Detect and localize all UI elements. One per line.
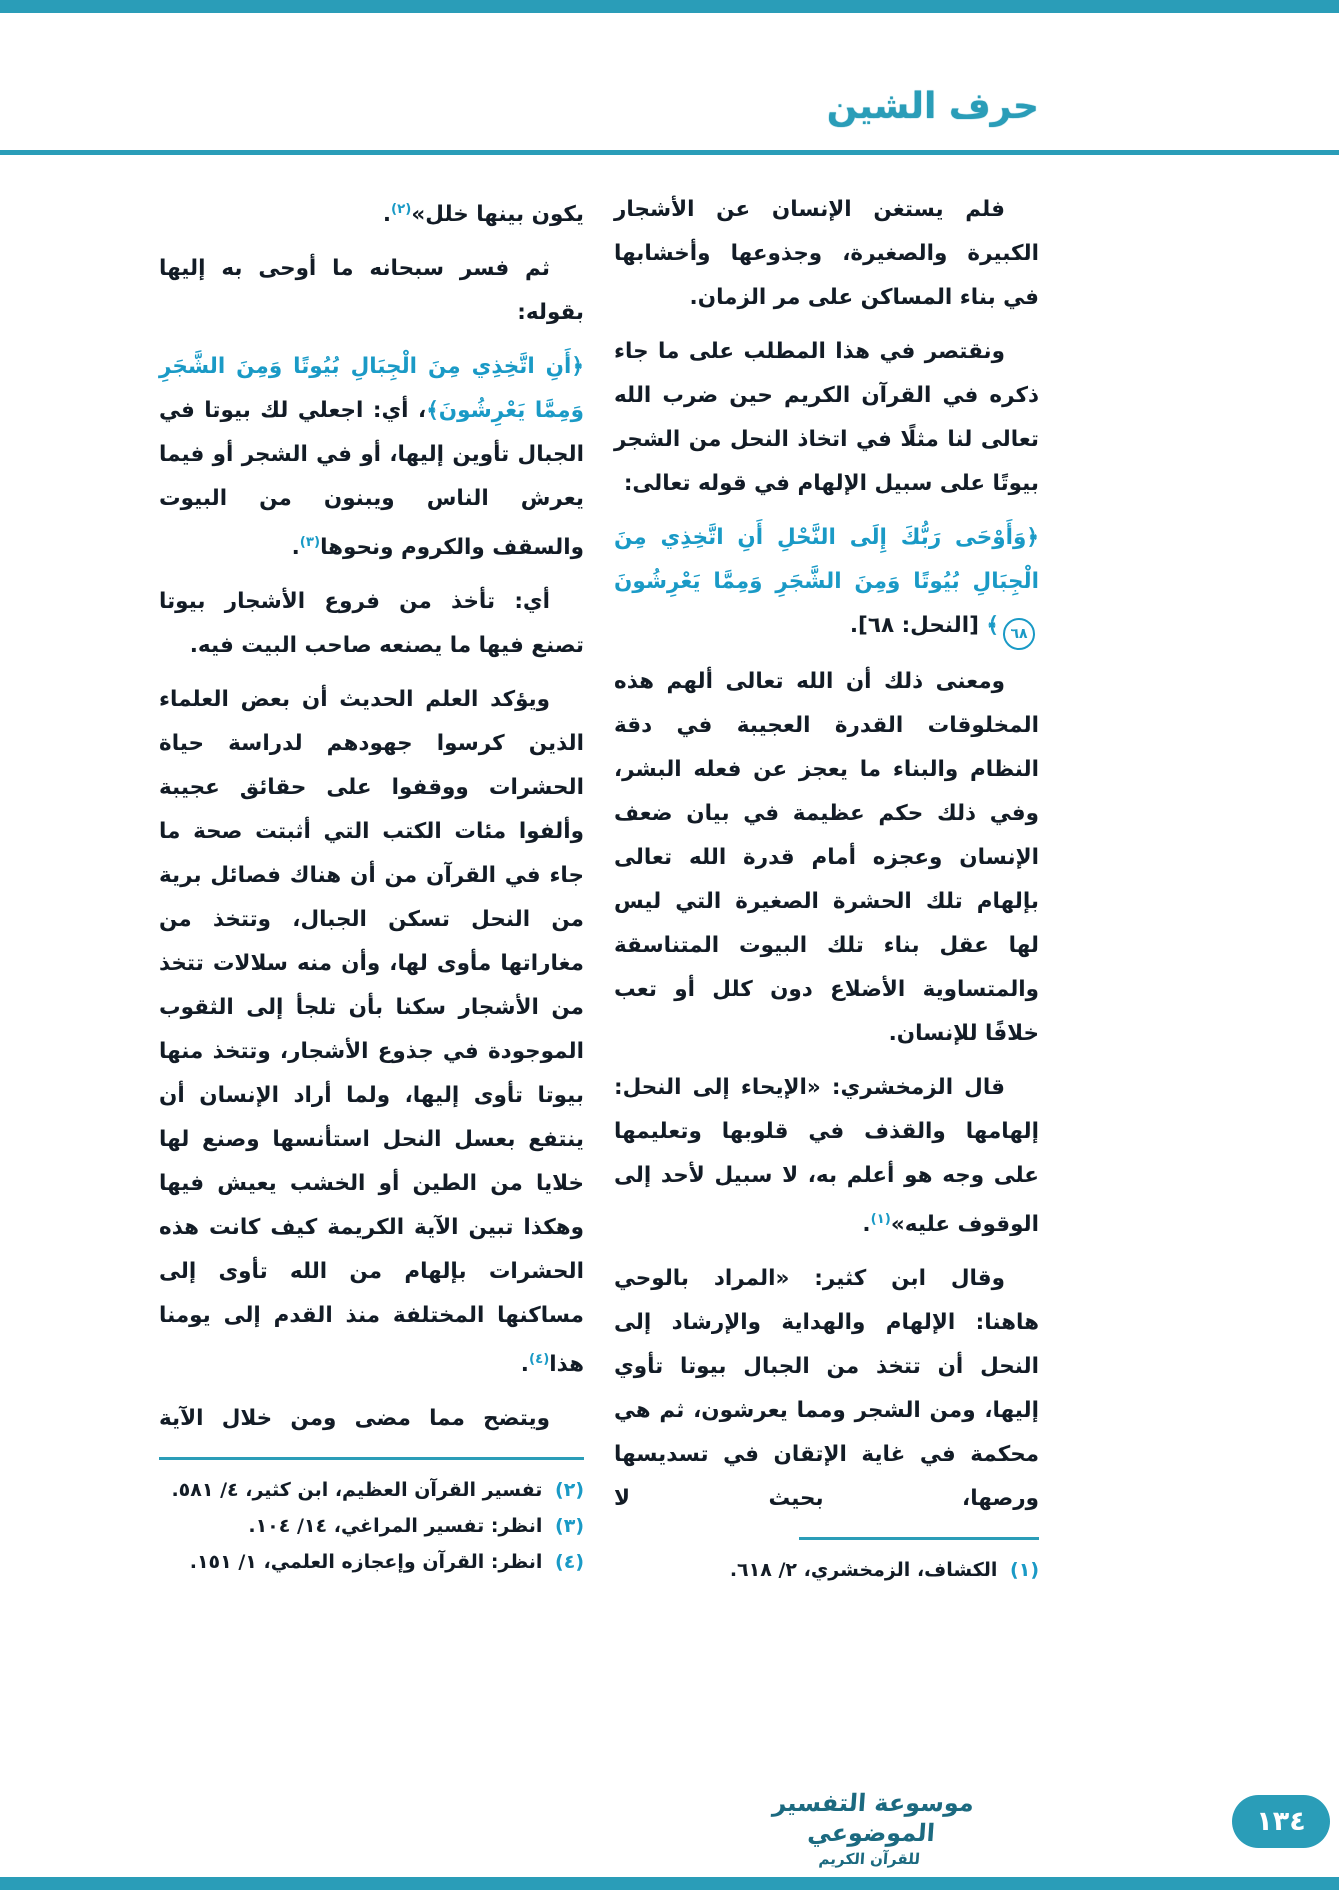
footnote xyxy=(159,1472,584,1508)
top-border-strip xyxy=(0,0,1339,13)
header-rule xyxy=(0,150,1339,155)
quran-verse-paragraph xyxy=(159,345,584,570)
footnote-text: تفسير القرآن العظيم، ابن كثير، ٤/ ٥٨١. xyxy=(171,1479,550,1502)
left-text-column xyxy=(159,188,584,1588)
page-number-badge: ١٣٤ xyxy=(1232,1795,1330,1848)
paragraph xyxy=(614,1066,1039,1247)
page-content xyxy=(159,188,1039,1588)
footnote-divider xyxy=(799,1537,1039,1540)
publisher-seal-subtitle: للقرآن الكريم xyxy=(818,1850,921,1868)
footnotes-right xyxy=(614,1552,1039,1588)
right-text-column xyxy=(614,188,1039,1588)
footnote-divider xyxy=(159,1457,584,1460)
footnote xyxy=(159,1508,584,1544)
body-text: يكون بينها خلل» xyxy=(411,202,584,228)
body-text: ، أي: اجعلي لك بيوتا في الجبال تأوين إليها، أو في الشجر أو فيما يعرش الناس ويبنون من البيوت والسقف والكروم ونحوها xyxy=(159,398,584,561)
publisher-seal-title: موسوعة التفسير الموضوعي xyxy=(771,1789,975,1847)
body-text: ويتضح مما مضى ومن خلال الآية xyxy=(159,1406,550,1432)
ayah-number-badge: ٦٨ xyxy=(1003,618,1035,650)
footnote-text: الكشاف، الزمخشري، ٢/ ٦١٨. xyxy=(729,1559,1005,1582)
paragraph xyxy=(159,580,584,668)
chapter-title: حرف الشين xyxy=(826,86,1039,127)
body-text: تأخذ من فروع الأشجار بيوتا تصنع فيها ما يصنعه صاحب البيت فيه. xyxy=(159,589,584,659)
quran-verse-paragraph xyxy=(614,516,1039,650)
footnote-reference-marker: (٢) xyxy=(391,202,412,217)
paragraph xyxy=(614,660,1039,1056)
body-text: وقال ابن كثير: «المراد بالوحي هاهنا: الإلهام والهداية والإرشاد إلى النحل أن تتخذ من الجبال بيوتا تأوي إليها، ومن الشجر ومما يعرشون، ثم هي محكمة في غاية الإتقان في تسديسها ورصها، بحيث لا xyxy=(614,1266,1039,1512)
footnotes-left xyxy=(159,1472,584,1580)
publisher-seal xyxy=(756,1788,987,1870)
body-text: . xyxy=(291,535,300,561)
quran-verse-text: ﴿وَأَوْحَى رَبُّكَ إِلَى النَّحْلِ أَنِ اتَّخِذِي مِنَ الْجِبَالِ بُيُوتًا وَمِنَ الشَّجَرِ وَمِمَّا يَعْرِشُونَ xyxy=(614,525,1039,594)
body-text: . xyxy=(382,202,392,228)
bottom-border-strip xyxy=(0,1877,1339,1890)
paragraph xyxy=(614,1257,1039,1521)
left-column-body xyxy=(159,188,584,1441)
footnote-number: (٣) xyxy=(555,1515,584,1538)
body-text: فلم يستغن الإنسان عن الأشجار الكبيرة والصغيرة، وجذوعها وأخشابها في بناء المساكن على مر الزمان. xyxy=(614,197,1039,310)
body-text: قال الزمخشري: «الإيحاء إلى النحل: إلهامها والقذف في قلوبها وتعليمها على وجه هو أعلم به، لا سبيل لأحد إلى الوقوف عليه» xyxy=(614,1075,1039,1238)
body-text: . xyxy=(520,1352,529,1378)
body-text: . xyxy=(862,1212,871,1238)
footnote-reference-marker: (٤) xyxy=(528,1352,550,1368)
paragraph xyxy=(614,330,1039,506)
footnote-number: (٤) xyxy=(555,1551,584,1574)
footnote xyxy=(614,1552,1039,1588)
right-column-body xyxy=(614,188,1039,1521)
body-text: ثم فسر سبحانه ما أوحى به إليها بقوله: xyxy=(159,256,584,326)
footnote-text: انظر: تفسير المراغي، ١٤/ ١٠٤. xyxy=(248,1515,550,1538)
paragraph xyxy=(159,247,584,335)
body-text: ومعنى ذلك أن الله تعالى ألهم هذه المخلوقات القدرة العجيبة في دقة النظام والبناء ما يعجز عن فعله البشر، وفي ذلك حكم عظيمة في بيان ضعف الإنسان وعجزه أمام قدرة الله تعالى بإلهام تلك الحشرة الصغيرة التي ليس لها عقل بناء تلك البيوت المتناسقة والمتساوية الأضلاع دون كلل أو تعب خلافًا للإنسان. xyxy=(614,669,1039,1046)
paragraph xyxy=(614,188,1039,320)
footnote-number: (١) xyxy=(1010,1559,1039,1582)
body-text: ونقتصر في هذا المطلب على ما جاء ذكره في القرآن الكريم حين ضرب الله تعالى لنا مثلًا في اتخاذ النحل من الشجر بيوتًا على سبيل الإلهام في قوله تعالى: xyxy=(614,339,1039,496)
footnote-reference-marker: (١) xyxy=(870,1212,891,1227)
paragraph xyxy=(159,678,584,1387)
footnote-reference-marker: (٣) xyxy=(299,535,321,551)
paragraph xyxy=(159,188,584,237)
body-text: ويؤكد العلم الحديث أن بعض العلماء الذين كرسوا جهودهم لدراسة حياة الحشرات ووقفوا على حقائق عجيبة وألفوا مئات الكتب التي أثبتت صحة ما جاء في القرآن من أن هناك فصائل برية من النحل تسكن الجبال، وتتخذ من مغاراتها مأوى لها، وأن منه سلالات تتخذ من الأشجار سكنا بأن تلجأ إلى الثقوب الموجودة في جذوع الأشجار، وتتخذ منها بيوتا تأوى إليها، ولما أراد الإنسان أن ينتفع بعسل النحل استأنسها وصنع لها خلايا من الطين أو الخشب يعيش فيها وهكذا تبين الآية الكريمة كيف كانت هذه الحشرات بإلهام من الله تأوى إلى مساكنها المختلفة منذ القدم إلى يومنا هذا xyxy=(159,687,584,1378)
quran-verse-text: ﴿أَنِ اتَّخِذِي مِنَ الْجِبَالِ بُيُوتًا وَمِنَ الشَّجَرِ وَمِمَّا يَعْرِشُونَ﴾ xyxy=(159,354,584,424)
footnote xyxy=(159,1544,584,1580)
footnote-number: (٢) xyxy=(555,1479,584,1502)
body-text: [النحل: ٦٨]. xyxy=(849,613,987,638)
footnote-text: انظر: القرآن وإعجازه العلمي، ١/ ١٥١. xyxy=(189,1551,550,1574)
paragraph xyxy=(159,1397,584,1441)
lead-word: أي: xyxy=(514,589,550,615)
quran-verse-text: ﴾ xyxy=(986,613,999,638)
